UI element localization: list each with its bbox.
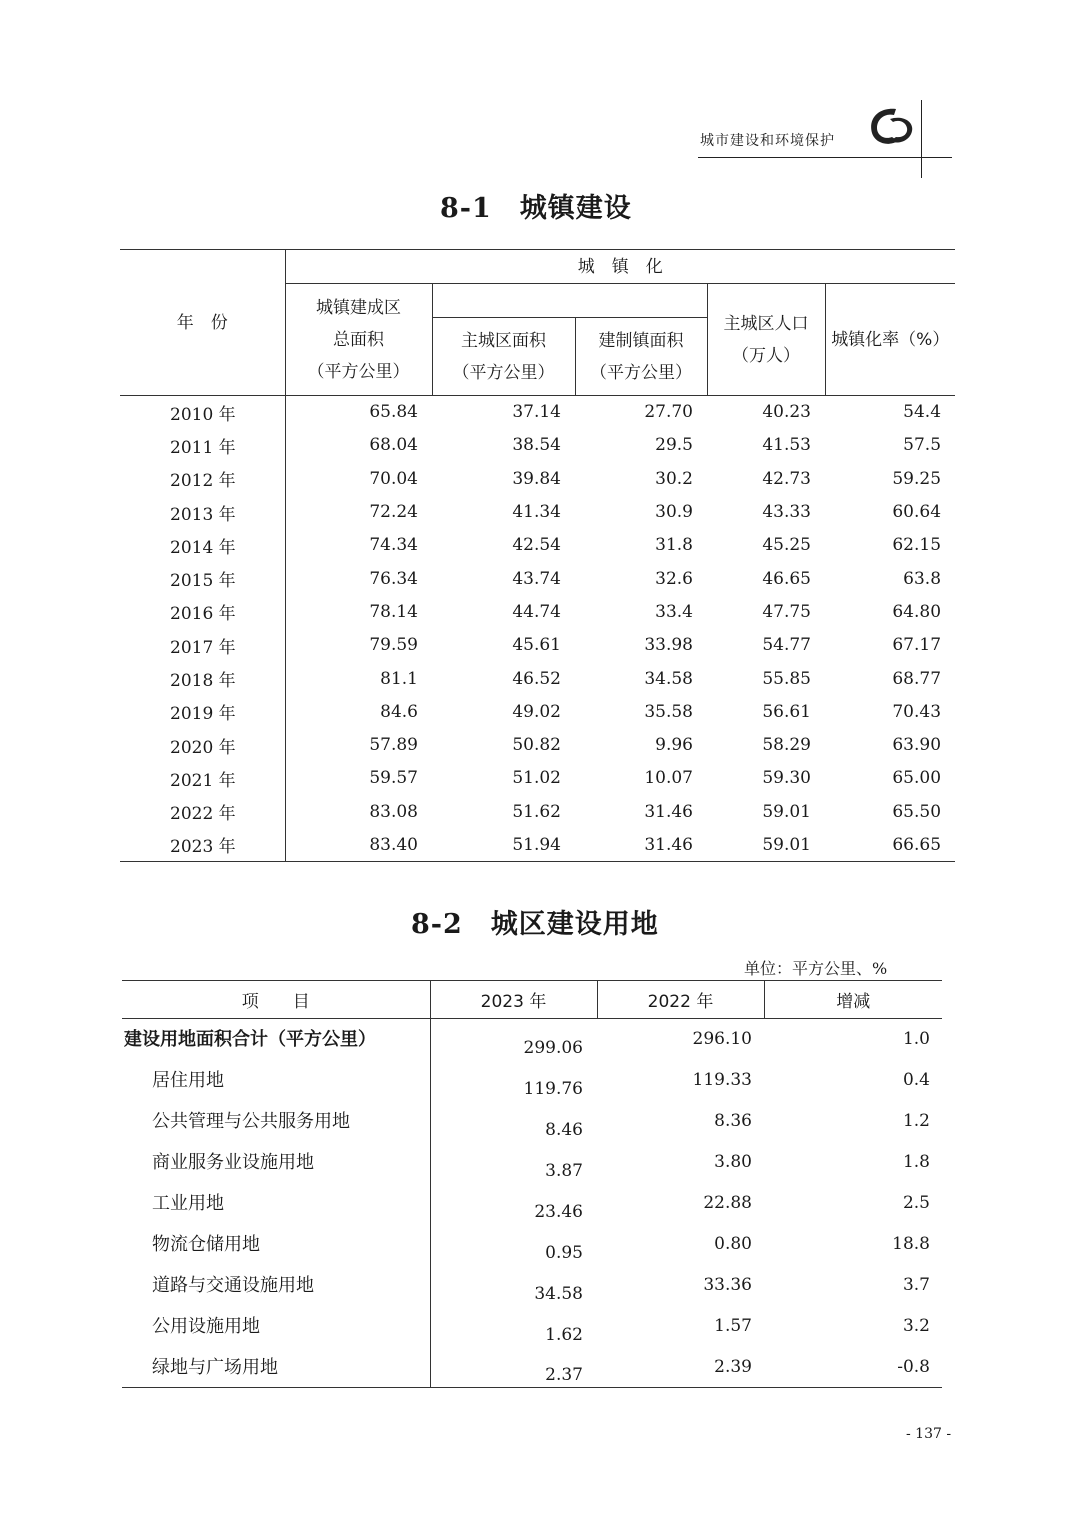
year-cell: 2014 年 bbox=[120, 529, 285, 562]
col-header-total-area bbox=[285, 284, 432, 396]
main-area-cell: 49.02 bbox=[512, 701, 561, 722]
table-row bbox=[120, 529, 955, 562]
col-header-main-area-line2: （平方公里） bbox=[452, 362, 555, 383]
col-header-year: 年 份 bbox=[120, 250, 285, 396]
table-row bbox=[120, 462, 955, 495]
urbanization-rate-cell: 66.65 bbox=[825, 828, 955, 861]
town-area-cell: 31.8 bbox=[655, 535, 693, 556]
year-cell: 2010 年 bbox=[120, 396, 285, 429]
population-cell: 40.23 bbox=[762, 402, 811, 423]
total-area-cell: 57.89 bbox=[369, 735, 418, 756]
value-2022-cell: 22.88 bbox=[703, 1192, 752, 1213]
population-cell: 59.01 bbox=[707, 828, 825, 861]
urbanization-rate-cell: 64.80 bbox=[892, 601, 942, 622]
value-2022-cell: 3.80 bbox=[714, 1151, 752, 1172]
urbanization-rate-cell: 70.43 bbox=[892, 701, 942, 722]
year-cell: 2022 年 bbox=[120, 795, 285, 828]
year-cell: 2019 年 bbox=[120, 695, 285, 728]
town-area-cell: 29.5 bbox=[655, 435, 693, 456]
town-area-cell: 31.46 bbox=[644, 801, 693, 822]
value-2023-cell: 119.76 bbox=[523, 1078, 583, 1099]
change-cell: -0.8 bbox=[764, 1347, 942, 1388]
main-area-cell: 42.54 bbox=[512, 535, 561, 556]
town-area-cell: 32.6 bbox=[655, 568, 693, 589]
table-row bbox=[120, 562, 955, 595]
item-cell: 工业用地 bbox=[122, 1183, 430, 1224]
item-cell: 商业服务业设施用地 bbox=[122, 1142, 430, 1183]
value-2022-cell: 1.57 bbox=[714, 1315, 752, 1336]
town-area-cell: 33.4 bbox=[655, 601, 693, 622]
table-row bbox=[122, 1142, 942, 1183]
urbanization-rate-cell: 62.15 bbox=[892, 535, 942, 556]
main-area-cell: 39.84 bbox=[512, 468, 561, 489]
value-2023-cell: 2.37 bbox=[430, 1347, 597, 1388]
table-row bbox=[120, 695, 955, 728]
table-row bbox=[120, 495, 955, 528]
table-row bbox=[120, 795, 955, 828]
table2-unit-note: 单位：平方公里、% bbox=[744, 959, 888, 978]
col-header-main-area bbox=[432, 318, 575, 396]
change-cell: 0.4 bbox=[902, 1069, 930, 1090]
item-cell: 公用设施用地 bbox=[122, 1306, 430, 1347]
population-cell: 59.01 bbox=[762, 801, 811, 822]
table-row bbox=[120, 762, 955, 795]
item-cell: 绿地与广场用地 bbox=[122, 1347, 430, 1388]
main-area-cell: 51.62 bbox=[512, 801, 561, 822]
col-header-town-area-line2: （平方公里） bbox=[590, 362, 692, 383]
total-area-cell: 68.04 bbox=[369, 435, 418, 456]
year-cell: 2012 年 bbox=[120, 462, 285, 495]
header-rule-vertical bbox=[921, 100, 922, 178]
table-row bbox=[120, 629, 955, 662]
town-area-cell: 31.46 bbox=[575, 828, 707, 861]
table-row bbox=[122, 1347, 942, 1388]
urbanization-rate-cell: 54.4 bbox=[903, 402, 942, 423]
population-cell: 42.73 bbox=[762, 468, 811, 489]
year-cell: 2015 年 bbox=[120, 562, 285, 595]
item-cell: 居住用地 bbox=[122, 1060, 430, 1101]
value-2022-cell: 119.33 bbox=[692, 1069, 752, 1090]
town-area-cell: 10.07 bbox=[644, 768, 693, 789]
col-header-town-area-line1: 建制镇面积 bbox=[598, 330, 684, 351]
population-cell: 45.25 bbox=[762, 535, 811, 556]
total-area-cell: 83.40 bbox=[285, 828, 432, 861]
page-number: - 137 - bbox=[906, 1426, 952, 1442]
item-cell: 建设用地面积合计（平方公里） bbox=[122, 1019, 430, 1060]
col-header-town-area bbox=[575, 318, 707, 396]
col-header-2022: 2022 年 bbox=[597, 981, 764, 1019]
table2-number: 8-2 bbox=[411, 909, 463, 940]
table1-title-text: 城镇建设 bbox=[519, 193, 632, 224]
main-area-cell: 37.14 bbox=[512, 402, 561, 423]
table-row bbox=[122, 1060, 942, 1101]
population-cell: 54.77 bbox=[762, 635, 811, 656]
town-area-cell: 34.58 bbox=[644, 668, 693, 689]
value-2022-cell: 33.36 bbox=[703, 1274, 752, 1295]
population-cell: 56.61 bbox=[762, 701, 811, 722]
main-area-cell: 43.74 bbox=[512, 568, 561, 589]
urbanization-rate-cell: 63.90 bbox=[892, 735, 942, 756]
table-row bbox=[120, 595, 955, 628]
value-2023-cell: 0.95 bbox=[545, 1242, 583, 1263]
year-cell: 2011 年 bbox=[120, 429, 285, 462]
town-area-cell: 30.2 bbox=[655, 468, 693, 489]
main-area-cell: 45.61 bbox=[512, 635, 561, 656]
main-area-cell: 44.74 bbox=[512, 601, 561, 622]
total-area-cell: 79.59 bbox=[369, 635, 418, 656]
table-row bbox=[120, 429, 955, 462]
value-2023-cell: 1.62 bbox=[545, 1324, 583, 1345]
item-cell: 公共管理与公共服务用地 bbox=[122, 1101, 430, 1142]
year-cell: 2023 年 bbox=[120, 828, 285, 861]
change-cell: 2.5 bbox=[902, 1192, 930, 1213]
total-area-cell: 70.04 bbox=[369, 468, 418, 489]
col-header-group-urbanization: 城 镇 化 bbox=[285, 250, 955, 284]
col-header-main-population-line1: 主城区人口 bbox=[723, 313, 809, 334]
change-cell: 18.8 bbox=[892, 1233, 930, 1254]
table-row bbox=[120, 828, 955, 861]
total-area-cell: 83.08 bbox=[369, 801, 418, 822]
main-area-cell: 46.52 bbox=[512, 668, 561, 689]
table1-number: 8-1 bbox=[440, 193, 492, 224]
urbanization-rate-cell: 67.17 bbox=[892, 635, 942, 656]
total-area-cell: 84.6 bbox=[380, 701, 418, 722]
year-cell: 2020 年 bbox=[120, 728, 285, 761]
change-cell: 1.8 bbox=[902, 1151, 930, 1172]
col-header-main-population-line2: （万人） bbox=[732, 345, 800, 366]
table-row bbox=[122, 1265, 942, 1306]
col-header-total-area-line1: 城镇建成区 bbox=[316, 297, 401, 318]
main-area-cell: 51.02 bbox=[512, 768, 561, 789]
population-cell: 47.75 bbox=[762, 601, 811, 622]
col-header-urbanization-rate: 城镇化率（%） bbox=[825, 284, 955, 396]
table1-body bbox=[120, 396, 955, 862]
table-row bbox=[122, 1019, 942, 1060]
urbanization-rate-cell: 63.8 bbox=[903, 568, 942, 589]
urban-construction-table bbox=[120, 249, 955, 862]
value-2022-cell: 296.10 bbox=[692, 1029, 752, 1049]
col-header-subgroup-empty bbox=[432, 284, 707, 318]
population-cell: 59.30 bbox=[762, 768, 811, 789]
urbanization-rate-cell: 65.50 bbox=[892, 801, 942, 822]
item-cell: 物流仓储用地 bbox=[122, 1224, 430, 1265]
town-area-cell: 33.98 bbox=[644, 635, 693, 656]
value-2023-cell: 23.46 bbox=[534, 1201, 583, 1222]
town-area-cell: 9.96 bbox=[655, 735, 693, 756]
urbanization-rate-cell: 65.00 bbox=[892, 768, 942, 789]
year-cell: 2021 年 bbox=[120, 762, 285, 795]
population-cell: 46.65 bbox=[762, 568, 811, 589]
col-header-main-area-line1: 主城区面积 bbox=[461, 330, 546, 351]
population-cell: 41.53 bbox=[762, 435, 811, 456]
urbanization-rate-cell: 57.5 bbox=[903, 435, 942, 456]
total-area-cell: 81.1 bbox=[380, 668, 418, 689]
main-area-cell: 41.34 bbox=[512, 502, 561, 523]
value-2023-cell: 34.58 bbox=[534, 1283, 583, 1304]
col-header-main-population bbox=[707, 284, 825, 396]
year-cell: 2013 年 bbox=[120, 495, 285, 528]
col-header-change: 增减 bbox=[764, 981, 942, 1019]
total-area-cell: 72.24 bbox=[369, 502, 418, 523]
value-2022-cell: 2.39 bbox=[597, 1347, 764, 1388]
table2-title-text: 城区建设用地 bbox=[490, 909, 659, 940]
main-area-cell: 38.54 bbox=[512, 435, 561, 456]
running-header-title: 城市建设和环境保护 bbox=[700, 133, 835, 149]
change-cell: 1.0 bbox=[902, 1029, 930, 1049]
col-header-2023: 2023 年 bbox=[430, 981, 597, 1019]
total-area-cell: 59.57 bbox=[369, 768, 418, 789]
header-rule-horizontal bbox=[698, 157, 952, 158]
year-cell: 2017 年 bbox=[120, 629, 285, 662]
publisher-logo-icon bbox=[866, 105, 916, 149]
change-cell: 3.2 bbox=[902, 1315, 930, 1336]
value-2022-cell: 0.80 bbox=[714, 1233, 752, 1254]
main-area-cell: 50.82 bbox=[512, 735, 561, 756]
value-2023-cell: 299.06 bbox=[523, 1037, 583, 1058]
main-area-cell: 51.94 bbox=[432, 828, 575, 861]
population-cell: 43.33 bbox=[762, 502, 811, 523]
item-cell: 道路与交通设施用地 bbox=[122, 1265, 430, 1306]
total-area-cell: 65.84 bbox=[369, 402, 418, 423]
value-2023-cell: 8.46 bbox=[545, 1119, 583, 1140]
urbanization-rate-cell: 68.77 bbox=[892, 668, 942, 689]
year-cell: 2018 年 bbox=[120, 662, 285, 695]
col-header-item: 项 目 bbox=[122, 981, 430, 1019]
value-2023-cell: 3.87 bbox=[545, 1160, 583, 1181]
table-row bbox=[122, 1101, 942, 1142]
urbanization-rate-cell: 59.25 bbox=[892, 468, 942, 489]
table2-body bbox=[122, 1019, 942, 1388]
town-area-cell: 27.70 bbox=[644, 402, 693, 423]
urban-land-use-table bbox=[122, 980, 942, 1388]
col-header-total-area-line3: （平方公里） bbox=[307, 361, 410, 382]
table-row bbox=[122, 1306, 942, 1347]
table-row bbox=[120, 396, 955, 429]
total-area-cell: 76.34 bbox=[369, 568, 418, 589]
population-cell: 58.29 bbox=[762, 735, 811, 756]
table-row bbox=[122, 1224, 942, 1265]
col-header-total-area-line2: 总面积 bbox=[333, 329, 384, 350]
value-2022-cell: 8.36 bbox=[714, 1110, 752, 1131]
town-area-cell: 35.58 bbox=[644, 701, 693, 722]
table2-title bbox=[411, 902, 659, 941]
town-area-cell: 30.9 bbox=[655, 502, 693, 523]
table-row bbox=[120, 662, 955, 695]
year-cell: 2016 年 bbox=[120, 595, 285, 628]
urbanization-rate-cell: 60.64 bbox=[892, 502, 942, 523]
table-row bbox=[120, 728, 955, 761]
population-cell: 55.85 bbox=[762, 668, 811, 689]
change-cell: 3.7 bbox=[902, 1274, 930, 1295]
table-row bbox=[122, 1183, 942, 1224]
change-cell: 1.2 bbox=[902, 1110, 930, 1131]
table1-title bbox=[440, 186, 632, 225]
total-area-cell: 78.14 bbox=[369, 601, 418, 622]
total-area-cell: 74.34 bbox=[369, 535, 418, 556]
